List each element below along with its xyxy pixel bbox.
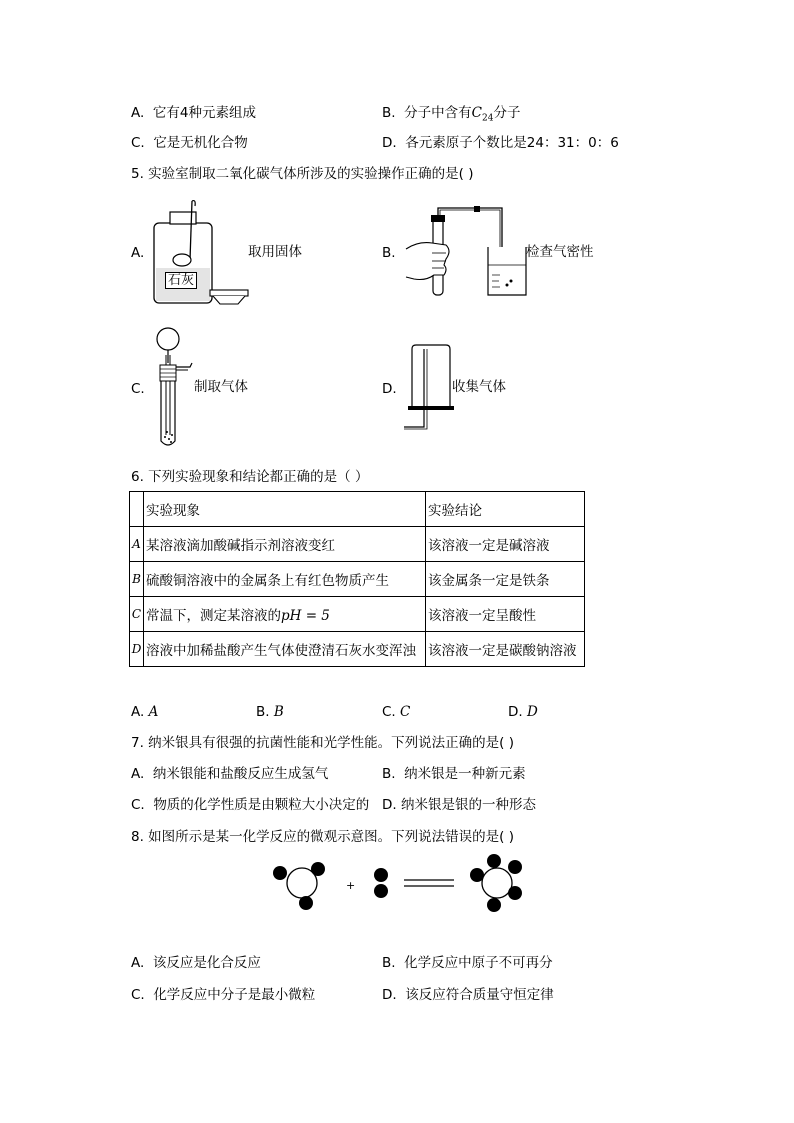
q4-option-c[interactable] — [131, 134, 248, 152]
small-atom — [299, 896, 313, 910]
q4-option-b[interactable] — [382, 104, 520, 128]
row-conclusion: 该溶液一定是碱溶液 — [426, 527, 585, 562]
q5-option-d-caption: 收集气体 — [452, 379, 506, 395]
row-conclusion: 该溶液一定呈酸性 — [426, 597, 585, 632]
gas-generation-figure — [150, 325, 194, 451]
row-phenomenon: 某溶液滴加酸碱指示剂溶液变红 — [144, 527, 426, 562]
option-letter: B. — [256, 704, 270, 720]
q8-option-a[interactable] — [131, 954, 261, 972]
small-atom — [273, 866, 287, 880]
row-phenomenon — [144, 597, 426, 632]
option-text: 它是无机化合物 — [153, 135, 248, 151]
option-letter: D. — [382, 135, 397, 151]
row-phenomenon: 溶液中加稀盐酸产生气体使澄清石灰水变浑浊 — [144, 632, 426, 667]
option-text: 它有4种元素组成 — [152, 105, 256, 121]
table-row — [130, 597, 585, 632]
small-atom — [508, 886, 522, 900]
option-letter: C. — [382, 704, 396, 720]
q5-option-d-letter[interactable]: D. — [382, 381, 397, 397]
solid-particle — [168, 438, 170, 440]
option-text: 纳米银能和盐酸反应生成氢气 — [152, 766, 329, 782]
q5-option-b-letter[interactable]: B. — [382, 245, 396, 261]
row-label: A — [130, 527, 144, 562]
q8-stem: 8. 如图所示是某一化学反应的微观示意图。下列说法错误的是( ) — [131, 829, 514, 845]
option-text-end: 分子 — [493, 105, 521, 121]
solid-particle — [166, 431, 168, 433]
row-label: C — [130, 597, 144, 632]
option-text: 各元素原子个数比是24：31：0：6 — [405, 135, 619, 151]
tube-stopper — [431, 215, 445, 222]
reaction-diagram — [268, 853, 526, 915]
option-letter: D. — [382, 797, 397, 813]
q5-option-a-letter[interactable]: A. — [131, 245, 145, 261]
option-text: 纳米银是一种新元素 — [404, 766, 526, 782]
beaker — [488, 247, 526, 295]
option-text: 该反应是化合反应 — [152, 955, 261, 971]
solid-particle — [171, 434, 173, 436]
small-atom — [374, 868, 388, 882]
table-header-conclusion: 实验结论 — [426, 492, 585, 527]
small-atom — [508, 860, 522, 874]
option-value: D — [526, 704, 538, 720]
option-letter: C. — [131, 135, 145, 151]
q6-option-c[interactable] — [382, 703, 410, 721]
option-letter: B. — [382, 766, 396, 782]
option-letter: B. — [382, 105, 396, 121]
q4-option-a[interactable] — [131, 104, 256, 122]
small-atom — [374, 884, 388, 898]
option-text: 分子中含有 — [404, 105, 472, 121]
formula-c: C — [471, 105, 482, 121]
option-letter: C. — [131, 797, 145, 813]
option-text: 化学反应中分子是最小微粒 — [153, 987, 316, 1003]
formula-subscript: 24 — [482, 113, 494, 124]
q8-option-d[interactable] — [382, 986, 554, 1004]
row-conclusion: 该溶液一定是碳酸钠溶液 — [426, 632, 585, 667]
option-letter: A. — [131, 704, 145, 720]
option-text: 该反应符合质量守恒定律 — [405, 987, 554, 1003]
option-value: A — [148, 704, 159, 720]
table-row — [130, 527, 585, 562]
option-letter: C. — [131, 987, 145, 1003]
solid-particle — [170, 441, 172, 443]
q8-option-c[interactable] — [131, 986, 315, 1004]
delivery-tube — [404, 410, 424, 427]
q6-option-d[interactable] — [508, 703, 538, 721]
q4-option-d[interactable] — [382, 134, 619, 152]
small-atom — [487, 854, 501, 868]
q5-option-c-caption: 制取气体 — [194, 379, 248, 395]
row-conclusion: 该金属条一定是铁条 — [426, 562, 585, 597]
bubble — [506, 284, 509, 287]
q7-option-a[interactable] — [131, 765, 328, 783]
tube-joint — [474, 206, 480, 212]
q6-stem: 6. 下列实验现象和结论都正确的是（ ） — [131, 469, 369, 485]
q7-option-b[interactable] — [382, 765, 526, 783]
small-atom — [487, 898, 501, 912]
airtightness-check-figure — [404, 203, 534, 299]
small-atom — [470, 868, 484, 882]
table-row — [130, 632, 585, 667]
option-letter: D. — [382, 987, 397, 1003]
table-row — [130, 562, 585, 597]
option-letter: A. — [131, 105, 145, 121]
small-atom — [311, 862, 325, 876]
row-label: B — [130, 562, 144, 597]
glass-plate — [408, 406, 454, 410]
bottle-label: 石灰 — [165, 272, 197, 289]
option-letter: B. — [382, 955, 396, 971]
option-value: C — [400, 704, 411, 720]
q7-stem: 7. 纳米银具有很强的抗菌性能和光学性能。下列说法正确的是( ) — [131, 735, 514, 751]
q5-stem: 5. 实验室制取二氧化碳气体所涉及的实验操作正确的是( ) — [131, 166, 474, 182]
spoon-bowl — [173, 254, 191, 266]
q5-option-b-caption: 检查气密性 — [526, 244, 594, 260]
table-header-cell — [130, 492, 144, 527]
phenomenon-text: 常温下，测定某溶液的 — [146, 608, 281, 624]
solid-particle — [164, 436, 166, 438]
dish-body — [213, 296, 245, 304]
q5-option-c-letter[interactable]: C. — [131, 381, 145, 397]
option-letter: D. — [508, 704, 523, 720]
q7-option-d[interactable] — [382, 796, 536, 814]
ph-formula: pH = 5 — [281, 608, 330, 624]
experiment-table — [129, 491, 585, 667]
dish-rim — [210, 290, 248, 296]
row-label: D — [130, 632, 144, 667]
table-header-row — [130, 492, 585, 527]
q8-option-b[interactable] — [382, 954, 553, 972]
row-phenomenon: 硫酸铜溶液中的金属条上有红色物质产生 — [144, 562, 426, 597]
option-text: 物质的化学性质是由颗粒大小决定的 — [153, 797, 370, 813]
q6-option-b[interactable] — [256, 703, 284, 721]
table-header-phenomenon: 实验现象 — [144, 492, 426, 527]
option-value: B — [273, 704, 284, 720]
q6-option-a[interactable] — [131, 703, 158, 721]
option-letter: A. — [131, 766, 145, 782]
bubble — [510, 280, 513, 283]
plus-sign: + — [346, 879, 356, 892]
funnel-bulb — [157, 328, 179, 350]
option-letter: A. — [131, 955, 145, 971]
large-atom — [482, 868, 512, 898]
q7-option-c[interactable] — [131, 796, 369, 814]
option-text: 纳米银是银的一种形态 — [400, 797, 536, 813]
gas-bottle — [412, 345, 450, 407]
reagent-bottle-figure — [150, 198, 250, 306]
option-text: 化学反应中原子不可再分 — [404, 955, 553, 971]
q5-option-a-caption: 取用固体 — [248, 244, 302, 260]
